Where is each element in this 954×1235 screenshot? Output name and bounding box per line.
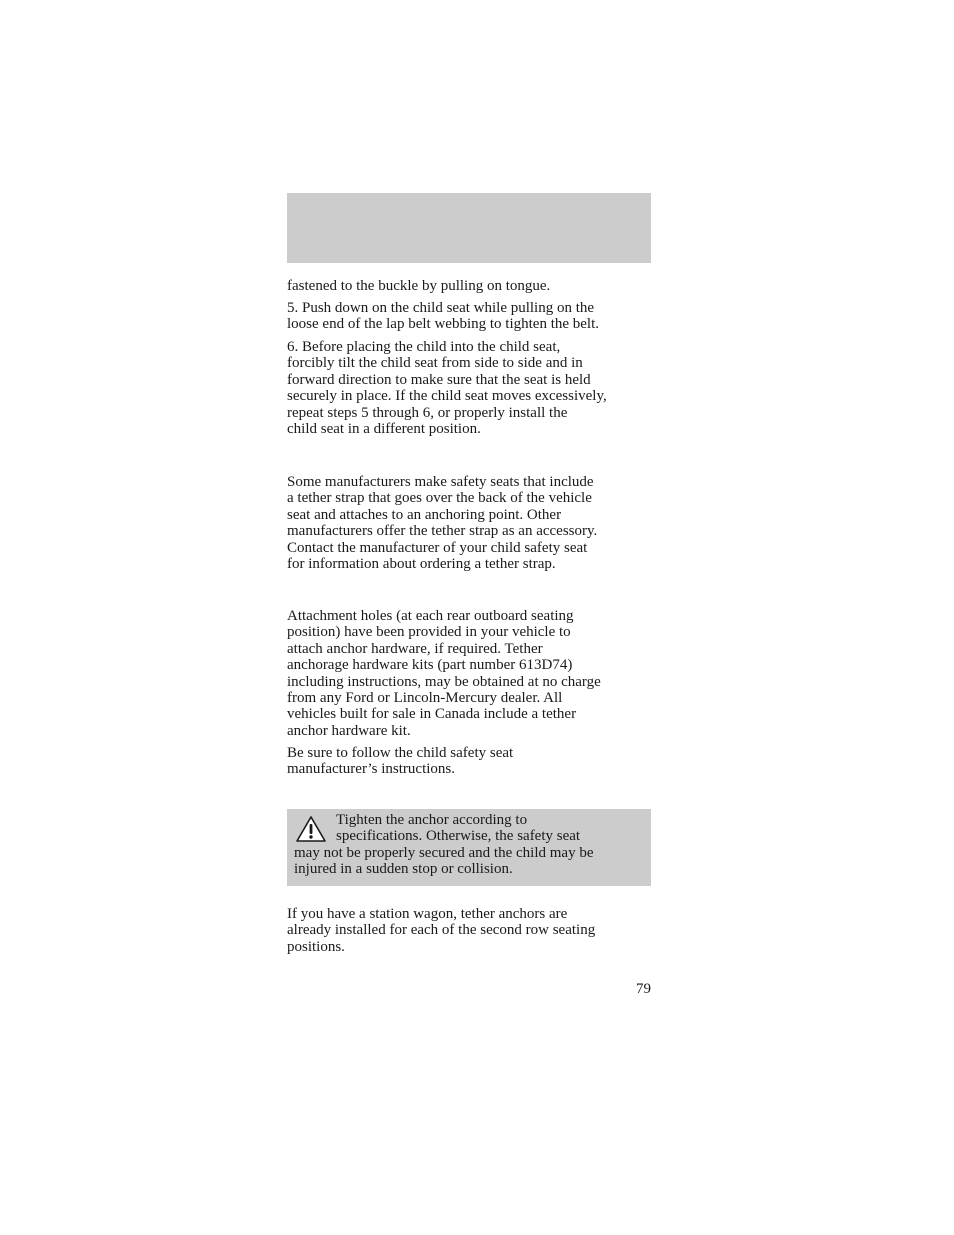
warning-text: Tighten the anchor according to specifications. Otherwise, the safety seat may not be properly secured and the child may be injured in a sudden stop or collision. [294,812,594,878]
section-header-band [287,193,651,263]
warning-box [287,809,651,886]
paragraph-tether-strap: Some manufacturers make safety seats that include a tether strap that goes over the back of the vehicle seat and attaches to an anchoring point. Other manufacturers offer the tether strap as an accessory. Contact the manufacturer of your child safety seat for information about ordering a tether strap. [287,474,598,573]
paragraph-buckle-fastened: fastened to the buckle by pulling on tongue. [287,278,551,294]
page-number: 79 [636,981,651,997]
paragraph-follow-instructions: Be sure to follow the child safety seat manufacturer’s instructions. [287,745,514,778]
paragraph-station-wagon: If you have a station wagon, tether anchors are already installed for each of the second row seating positions. [287,906,596,955]
paragraph-attachment-holes: Attachment holes (at each rear outboard seating position) have been provided in your vehicle to attach anchor hardware, if required. Tether anchorage hardware kits (part number 613D74) including instructions, may be obtained at no charge from any Ford or Lincoln-Mercury dealer. All vehicles built for sale in Canada include a tether anchor hardware kit. [287,608,601,739]
paragraph-step-6: 6. Before placing the child into the child seat, forcibly tilt the child seat from side to side and in forward direction to make sure that the seat is held securely in place. If the child seat moves excessively, repeat steps 5 through 6, or properly install the child seat in a different position. [287,339,607,438]
paragraph-step-5: 5. Push down on the child seat while pulling on the loose end of the lap belt webbing to tighten the belt. [287,300,600,333]
